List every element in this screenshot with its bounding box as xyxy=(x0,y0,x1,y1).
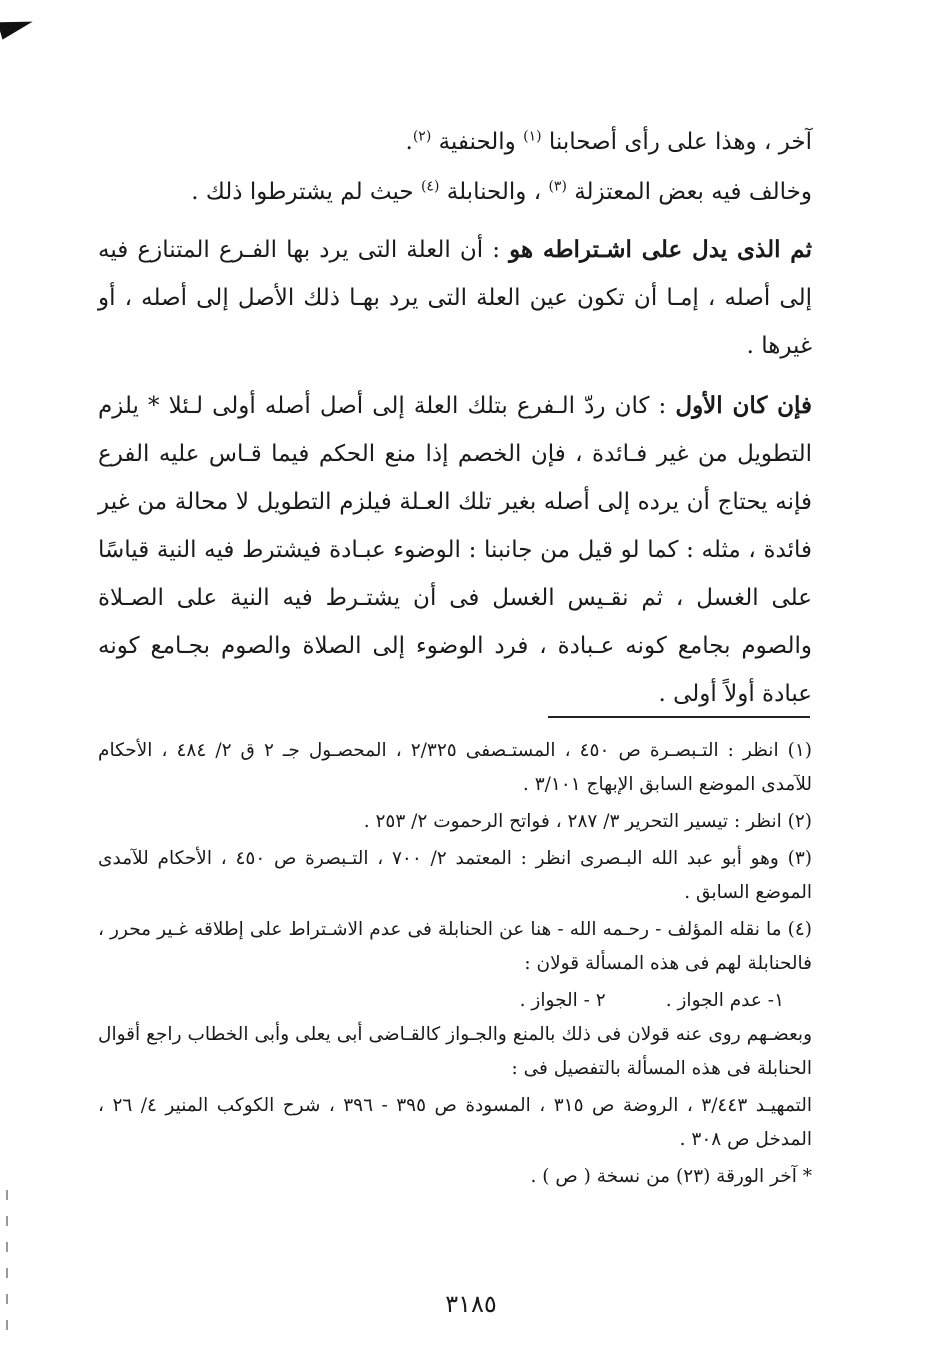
p4-text: : كان ردّ الـفرع بتلك العلة إلى أصل أصله أولى لـئلا * يلزم التطويل من غير فـائدة ، فإن الخصم إذا منع الحكم فيما قـاس عليه الفرع فإنه يحتاج أن يرده إلى أصله بغير تلك العـلة فيلزم التطويل لا محالة من غير فائدة ، مثله : كما لو قيل من جانبنا : الوضوء عبـادة فيشترط فيه النية قياسًا على الغسل ، ثم نقـيس الغسل فى أن يشتـرط فيه النية على الصـلاة والصوم بجامع كونه عـبادة ، فرد الوضوء إلى الصلاة والصوم بجـامع كونه عبادة أولاً أولى . xyxy=(98,393,812,707)
footnote-ref-3[interactable]: (٣) xyxy=(548,178,567,195)
footnote-separator xyxy=(548,716,810,718)
footnote-4-references: التمهيـد ٣/٤٤٣ ، الروضة ص ٣١٥ ، المسودة ص ٣٩٥ - ٣٩٦ ، شرح الكوكب المنير ٤/ ٢٦ ، المدخل ص ٣٠٨ . xyxy=(98,1095,813,1150)
page-number: ٣١٨٥ xyxy=(445,1290,497,1318)
p2-text-a: وخالف فيه بعض المعتزلة xyxy=(566,179,812,205)
footnote-ref-2[interactable]: (٢) xyxy=(412,128,432,145)
manuscript-note: * آخر الورقة (٢٣) من نسخة ( ص ) . xyxy=(530,1166,812,1187)
footnote-1: (١) انظر : التـبصـرة ص ٤٥٠ ، المستـصفى ٢/٣٢٥ ، المحصـول جـ ٢ ق ٢/ ٤٨٤ ، الأحكام للآمدى الموضع السابق الإبهاج ٣/١٠١ . xyxy=(98,740,812,795)
option-1: ١- عدم الجواز . xyxy=(665,990,784,1011)
paragraph-3 xyxy=(98,226,812,370)
footnote-4-continued: وبعضـهم روى عنه قولان فى ذلك بالمنع والجـواز كالقـاضى أبى يعلى وأبى الخطاب راجع أقوال الحنابلة فى هذه المسألة بالتفصيل فى : xyxy=(98,1024,812,1079)
footnote-3: (٣) وهو أبو عبد الله البـصرى انظر : المعتمد ٢/ ٧٠٠ ، التـبصرة ص ٤٥٠ ، الأحكام للآمدى الموضع السابق . xyxy=(98,848,812,903)
p2-text-c: حيث لم يشترطوا ذلك . xyxy=(191,179,421,205)
option-2: ٢ - الجواز . xyxy=(519,990,606,1011)
footnote-2: (٢) انظر : تيسير التحرير ٣/ ٢٨٧ ، فواتح الرحموت ٢/ ٢٥٣ . xyxy=(363,811,812,832)
p3-heading: ثم الذى يدل على اشـتراطه هو xyxy=(509,236,812,263)
main-body xyxy=(98,118,812,718)
p1-text-a: آخر ، وهذا على رأى أصحابنا xyxy=(541,129,812,155)
footnote-4: (٤) ما نقله المؤلف - رحـمه الله - هنا عن الحنابلة فى عدم الاشـتراط على إطلاقه غـير محرر ، فالحنابلة لهم فى هذه المسألة قولان : xyxy=(98,919,812,974)
p1-text-b: والحنفية xyxy=(431,129,524,155)
footnotes xyxy=(98,734,812,1197)
corner-arrow-mark xyxy=(0,13,35,40)
paragraph-4 xyxy=(98,382,812,718)
p4-heading: فإن كان الأول xyxy=(675,392,812,419)
footnote-4-options xyxy=(98,984,812,1018)
p2-text-b: ، والحنابلة xyxy=(439,179,549,205)
footnote-ref-4[interactable]: (٤) xyxy=(420,178,440,195)
paragraph-2 xyxy=(98,168,812,216)
footnote-ref-1[interactable]: (١) xyxy=(523,128,542,145)
p3-text: : أن العلة التى يرد بها الفـرع المتنازع فيه إلى أصله ، إمـا أن تكون عين العلة التى يرد بهـا ذلك الأصل إلى أصله ، أو غيرها . xyxy=(98,237,812,359)
paragraph-1 xyxy=(98,118,812,166)
p1-text-c: . xyxy=(405,129,413,155)
